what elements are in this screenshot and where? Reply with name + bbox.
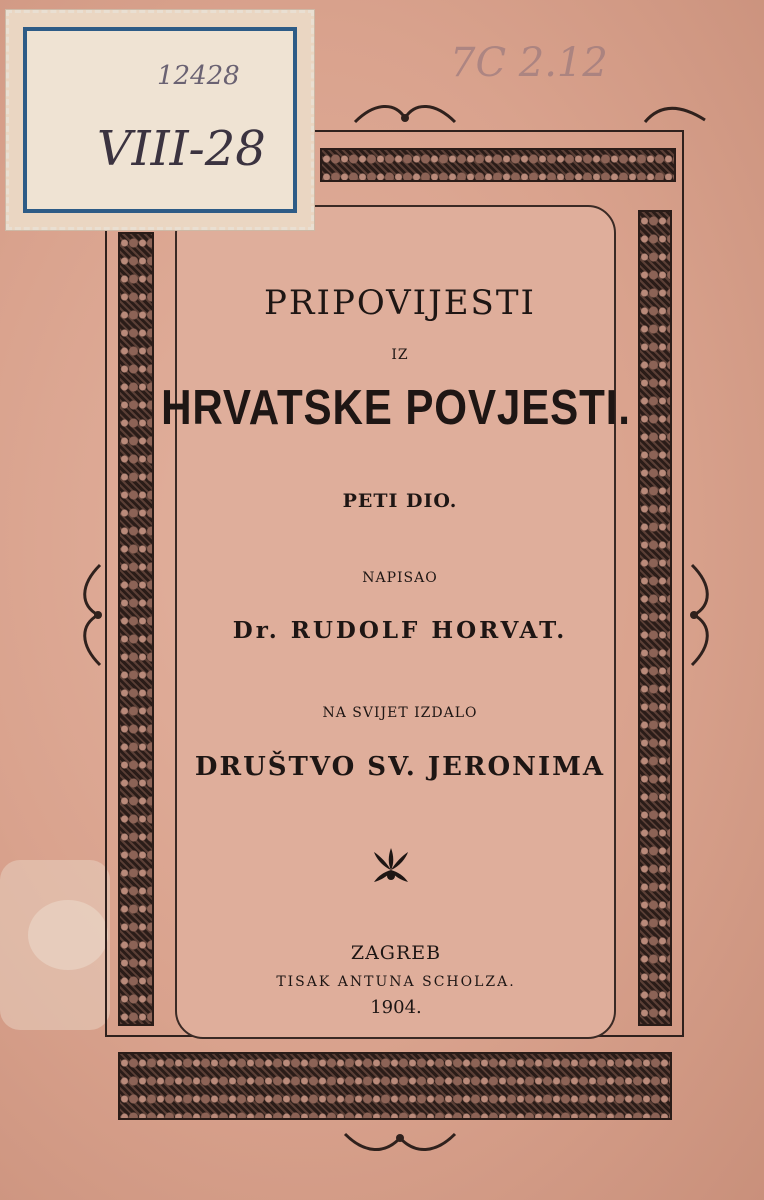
part-label: PETI DIO. <box>342 490 458 512</box>
title-connector: IZ <box>391 347 409 363</box>
imprint-year: 1904. <box>370 997 422 1018</box>
author-name: Dr. RUDOLF HORVAT. <box>232 617 568 644</box>
frame-rule-outer <box>312 130 684 132</box>
published-by-label: NA SVIJET IZDALO <box>322 705 478 721</box>
scroll-ornament-icon <box>640 100 710 128</box>
bottom-ornament-band <box>118 1052 672 1120</box>
shelfmark: VIII-28 <box>97 121 266 177</box>
title-line-1: PRIPOVIJESTI <box>264 283 536 323</box>
written-by-label: NAPISAO <box>362 570 438 586</box>
imprint-city: ZAGREB <box>350 942 442 964</box>
library-label-border <box>23 27 297 213</box>
scroll-ornament-icon <box>340 1128 460 1158</box>
palmette-ornament-icon <box>370 846 412 886</box>
scroll-ornament-icon <box>350 100 460 128</box>
library-label <box>6 10 314 230</box>
imprint-printer: TISAK ANTUNA SCHOLZA. <box>276 974 516 990</box>
title-line-2: HRVATSKE POVJESTI. <box>161 381 631 435</box>
pencil-note: 7C 2.12 <box>450 40 608 86</box>
publisher-name: DRUŠTVO SV. JERONIMA <box>194 752 606 782</box>
accession-number: 12428 <box>157 61 240 91</box>
top-ornament-band <box>320 148 676 182</box>
